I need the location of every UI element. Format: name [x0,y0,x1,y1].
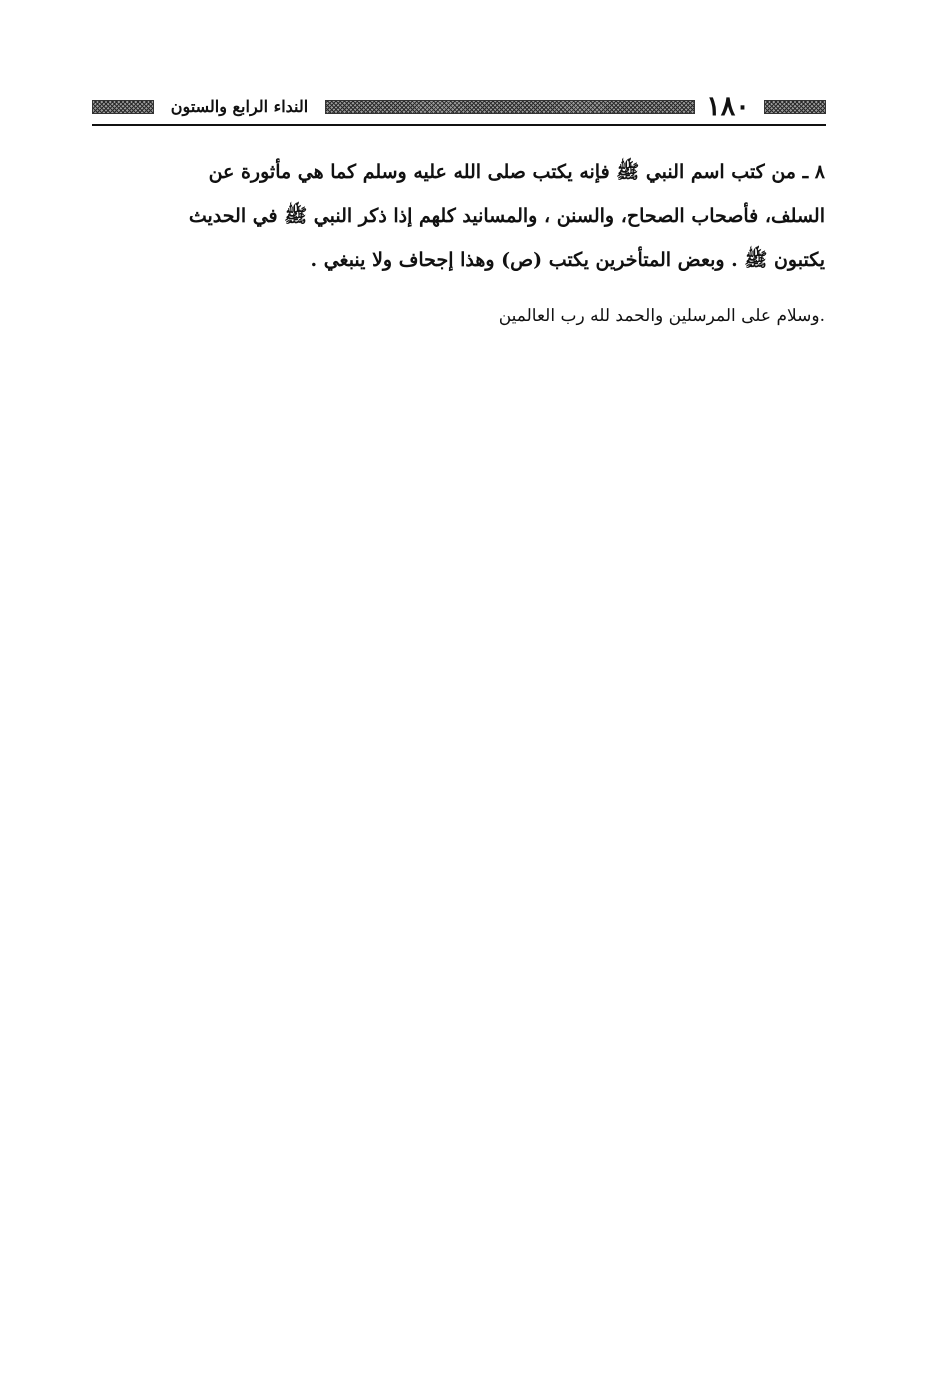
paragraph-line: السلف، فأصحاب الصحاح، والسنن ، والمسانيد كلهم إذا ذكر النبي ﷺ في الحديث [188,205,825,227]
paragraph-line: ٨ ـ من كتب اسم النبي ﷺ فإنه يكتب صلى الله عليه وسلم كما هي مأثورة عن [208,161,825,183]
running-title: النداء الرابع والستون [170,97,309,116]
paragraph-line: يكتبون ﷺ . وبعض المتأخرين يكتب (ص) وهذا إجحاف ولا ينبغي . [310,249,825,271]
page-number: ١٨٠ [706,91,750,122]
paragraph-item-8 [95,150,825,282]
header-ornament-left [92,100,154,114]
header-rule [92,124,826,126]
running-header [92,92,826,126]
closing-line: .وسلام على المرسلين والحمد لله رب العالمين [498,306,825,326]
header-ornament-middle [325,100,695,114]
header-ornament-right [764,100,826,114]
